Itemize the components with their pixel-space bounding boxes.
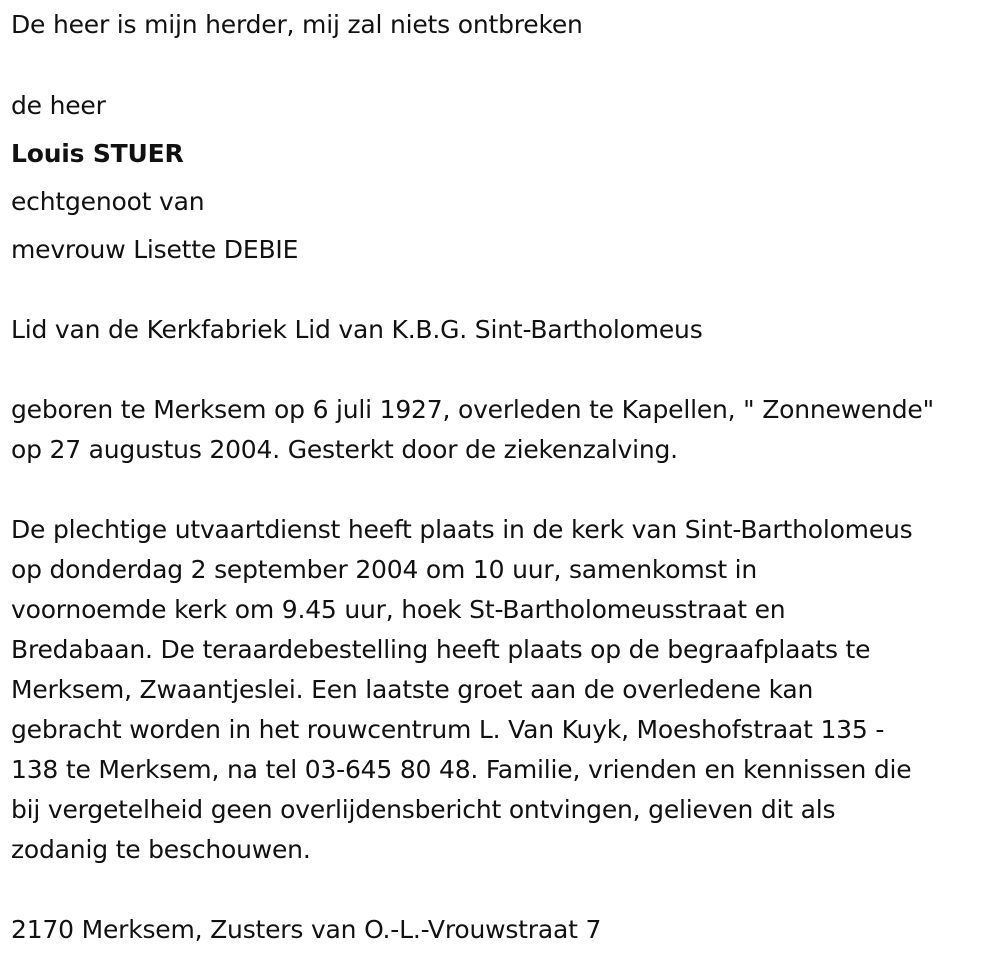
birth-death-line-1: geboren te Merksem op 6 juli 1927, overleden te Kapellen, " Zonnewende" xyxy=(11,395,934,424)
birth-death-line-2: op 27 augustus 2004. Gesterkt door de ziekenzalving. xyxy=(11,435,678,464)
funeral-line-2: op donderdag 2 september 2004 om 10 uur, samenkomst in xyxy=(11,555,758,584)
funeral-line-6: gebracht worden in het rouwcentrum L. Van Kuyk, Moeshofstraat 135 - xyxy=(11,715,885,744)
deceased-name: Louis STUER xyxy=(11,139,184,168)
membership-line: Lid van de Kerkfabriek Lid van K.B.G. Sint-Bartholomeus xyxy=(11,315,703,344)
funeral-line-7: 138 te Merksem, na tel 03-645 80 48. Familie, vrienden en kennissen die xyxy=(11,755,912,784)
funeral-line-4: Bredabaan. De teraardebestelling heeft plaats op de begraafplaats te xyxy=(11,635,871,664)
funeral-line-1: De plechtige utvaartdienst heeft plaats in de kerk van Sint-Bartholomeus xyxy=(11,515,913,544)
title-line: de heer xyxy=(11,91,106,120)
funeral-line-5: Merksem, Zwaantjeslei. Een laatste groet aan de overledene kan xyxy=(11,675,814,704)
address-line: 2170 Merksem, Zusters van O.-L.-Vrouwstraat 7 xyxy=(11,915,602,944)
spouse-line: mevrouw Lisette DEBIE xyxy=(11,235,299,264)
funeral-line-8: bij vergetelheid geen overlijdensbericht ontvingen, gelieven dit als xyxy=(11,795,836,824)
motto-line: De heer is mijn herder, mij zal niets ontbreken xyxy=(11,10,583,39)
funeral-line-9: zodanig te beschouwen. xyxy=(11,835,311,864)
funeral-line-3: voornoemde kerk om 9.45 uur, hoek St-Bartholomeusstraat en xyxy=(11,595,786,624)
relation-line: echtgenoot van xyxy=(11,187,205,216)
